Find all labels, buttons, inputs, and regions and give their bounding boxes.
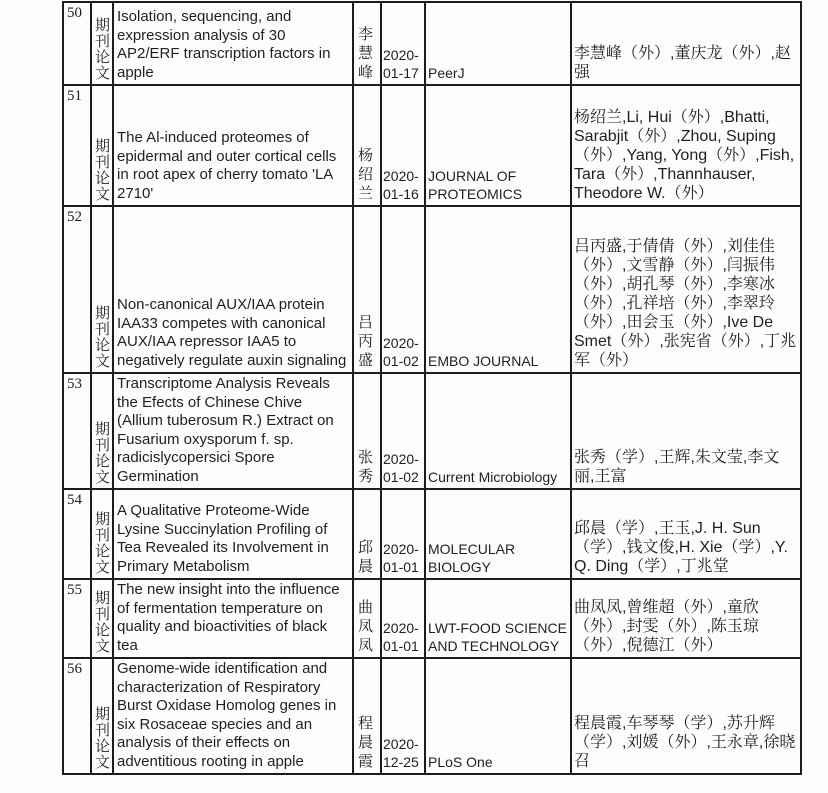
journal-name: JOURNAL OF PROTEOMICS	[425, 85, 571, 206]
publish-date: 2020-12-25	[381, 658, 425, 774]
table-row	[63, 658, 801, 774]
publish-date: 2020-01-01	[381, 579, 425, 658]
paper-type: 期刊论文	[91, 85, 113, 206]
publish-date: 2020-01-16	[381, 85, 425, 206]
row-number: 53	[63, 373, 91, 489]
publish-date: 2020-01-17	[381, 2, 425, 85]
paper-type: 期刊论文	[91, 373, 113, 489]
paper-title: The Al-induced proteomes of epidermal and outer cortical cells in root apex of cherry tomato 'LA 2710'	[113, 85, 353, 206]
table-row	[63, 373, 801, 489]
row-number: 51	[63, 85, 91, 206]
table-row	[63, 2, 801, 85]
row-number: 55	[63, 579, 91, 658]
first-author: 吕丙盛	[353, 206, 381, 373]
author-list: 杨绍兰,Li, Hui（外）,Bhatti, Sarabjit（外）,Zhou, Suping（外）,Yang, Yong（外）,Fish, Tara（外）,Thannhauser, Theodore W.（外）	[571, 85, 801, 206]
journal-name: PeerJ	[425, 2, 571, 85]
journal-name: PLoS One	[425, 658, 571, 774]
table-row	[63, 85, 801, 206]
paper-title: A Qualitative Proteome-Wide Lysine Succinylation Profiling of Tea Revealed its Involvement in Primary Metabolism	[113, 489, 353, 579]
paper-title: Isolation, sequencing, and expression analysis of 30 AP2/ERF transcription factors in apple	[113, 2, 353, 85]
first-author: 曲凤凤	[353, 579, 381, 658]
row-number: 54	[63, 489, 91, 579]
paper-type: 期刊论文	[91, 489, 113, 579]
author-list: 吕丙盛,于倩倩（外）,刘佳佳（外）,文雪静（外）,闫振伟（外）,胡孔琴（外）,李寒冰（外）,孔祥培（外）,李翠玲（外）,田会玉（外）,Ive De Smet（外）,张宪省（外）,丁兆军（外）	[571, 206, 801, 373]
first-author: 杨绍兰	[353, 85, 381, 206]
first-author: 李慧峰	[353, 2, 381, 85]
author-list: 李慧峰（外）,董庆龙（外）,赵强	[571, 2, 801, 85]
journal-name: Current Microbiology	[425, 373, 571, 489]
table-row	[63, 206, 801, 373]
paper-type: 期刊论文	[91, 658, 113, 774]
journal-name: LWT-FOOD SCIENCE AND TECHNOLOGY	[425, 579, 571, 658]
author-list: 曲凤凤,曾维超（外）,童欣（外）,封雯（外）,陈玉琼（外）,倪德江（外）	[571, 579, 801, 658]
first-author: 邱晨	[353, 489, 381, 579]
row-number: 52	[63, 206, 91, 373]
paper-type: 期刊论文	[91, 579, 113, 658]
paper-type: 期刊论文	[91, 2, 113, 85]
publish-date: 2020-01-01	[381, 489, 425, 579]
table-row	[63, 579, 801, 658]
publication-table	[62, 1, 802, 775]
row-number: 56	[63, 658, 91, 774]
journal-name: MOLECULAR BIOLOGY	[425, 489, 571, 579]
paper-title: Transcriptome Analysis Reveals the Efects of Chinese Chive (Allium tuberosum R.) Extract on Fusarium oxysporum f. sp. radicislycopersici Spore Germination	[113, 373, 353, 489]
publish-date: 2020-01-02	[381, 373, 425, 489]
publish-date: 2020-01-02	[381, 206, 425, 373]
paper-title: The new insight into the influence of fermentation temperature on quality and bioactivities of black tea	[113, 579, 353, 658]
paper-title: Non-canonical AUX/IAA protein IAA33 competes with canonical AUX/IAA repressor IAA5 to negatively regulate auxin signaling	[113, 206, 353, 373]
author-list: 程晨霞,车琴琴（学）,苏升辉（学）,刘媛（外）,王永章,徐晓召	[571, 658, 801, 774]
row-number: 50	[63, 2, 91, 85]
paper-title: Genome-wide identification and characterization of Respiratory Burst Oxidase Homolog genes in six Rosaceae species and an analysis of their effects on adventitious rooting in apple	[113, 658, 353, 774]
table-row	[63, 489, 801, 579]
author-list: 张秀（学）,王辉,朱文莹,李文丽,王富	[571, 373, 801, 489]
first-author: 程晨霞	[353, 658, 381, 774]
paper-type: 期刊论文	[91, 206, 113, 373]
journal-name: EMBO JOURNAL	[425, 206, 571, 373]
first-author: 张秀	[353, 373, 381, 489]
author-list: 邱晨（学）,王玉,J. H. Sun（学）,钱文俊,H. Xie（学）,Y. Q. Ding（学）,丁兆堂	[571, 489, 801, 579]
